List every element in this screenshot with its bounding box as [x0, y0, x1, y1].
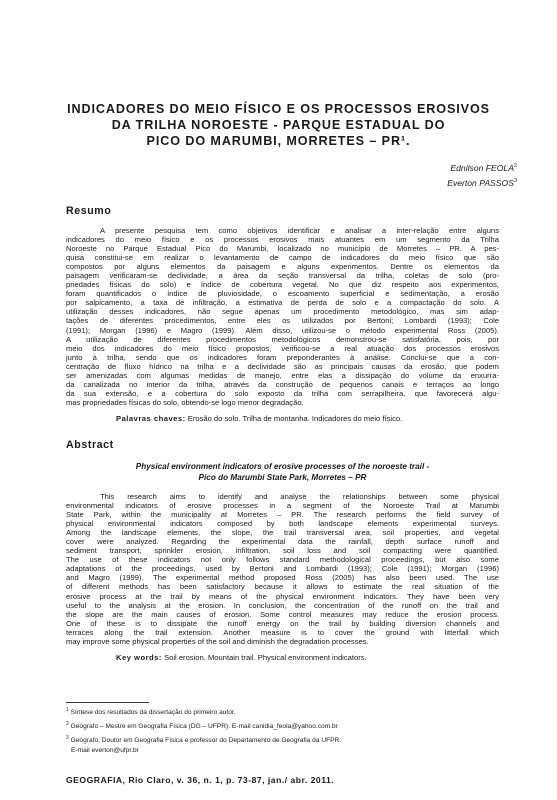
- author-1: [450, 163, 517, 173]
- resumo-line: da sua extensão, e a cobertura do solo exposto da trilha com serrapilheira, que favorecerá algu-: [66, 388, 499, 398]
- resumo-line: meio dos indicadores do meio físico propostos, verificou-se a real atuação dos processos erosivos: [66, 343, 499, 353]
- keywords-text: Soil erosion. Mountain trail. Physical environment indicators.: [164, 653, 367, 662]
- resumo-keywords: [116, 414, 402, 423]
- footnote-1: [66, 706, 499, 718]
- abstract-line: useful to the analysis at the erosion. In conclusion, the concentration of the runoff on the trail and: [66, 600, 499, 610]
- resumo-line: centração de fluxo hídrico na trilha e a declividade são as principais causas da erosão, que podem: [66, 361, 499, 371]
- resumo-line: da canalizada no interior da trilha, através da construção de pequenos canais e terraços ao longo: [66, 379, 499, 389]
- resumo-line: por salpicamento, a taxa de infiltração, a estimativa de perda de solo e a compactação do solo. A: [66, 298, 499, 308]
- abstract-line: environmental indicators of erosive processes in a segment of the Noroeste Trail at Marumbi: [66, 501, 499, 511]
- title-line: INDICADORES DO MEIO FÍSICO E OS PROCESSOS EROSIVOS: [67, 102, 490, 116]
- abstract-line: cover were analyzed. Regarding the experimental data the rainfall, depth surface runoff and: [66, 537, 499, 547]
- resumo-line: compostos por alguns elementos da paisagem e alguns experimentos. Dentre os elementos da: [66, 262, 499, 272]
- abstract-title-line: Pico do Marumbi State Park, Morretes – PR: [198, 473, 367, 482]
- footnote-mark: 2: [66, 721, 69, 727]
- abstract-heading: Abstract: [66, 439, 114, 451]
- resumo-line: utilização desses indicadores, não segue apenas um procedimento metodológico, mas sim adap-: [66, 307, 499, 317]
- resumo-line: (1991); Morgan (1996) e Magro (1999). Além disso, utilizou-se o método experimental Ross (2005).: [66, 325, 499, 335]
- resumo-line: tações de diferentes procedimentos, entre eles os utilizados por Bertoni; Lombardi (1993); Cole: [66, 316, 499, 326]
- author-name: Ednilson FEOLA: [450, 163, 514, 173]
- footnote-text: Síntese dos resultados da dissertação do primeiro autor.: [70, 709, 236, 717]
- author-name: Everton PASSOS: [447, 178, 514, 188]
- abstract-line: physical environmental indicators composed by both landscape elements experimental surveys.: [66, 519, 499, 529]
- abstract-line: State Park, within the municipality at Morretes – PR. The research performs the field survey of: [66, 510, 499, 520]
- resumo-heading: Resumo: [66, 205, 112, 217]
- abstract-line: and Magro (1999). The experimental method proposed Ross (2005) has also been used. The use: [66, 573, 499, 583]
- resumo-line: paisagem verificaram-se declividade, a área da seção transversal da trilha, coletas de solo (pro-: [66, 271, 499, 281]
- keywords-label: Palavras chaves:: [116, 414, 186, 423]
- resumo-line: A utilização de diferentes procedimentos metodológicos demonstrou-se satisfatória, pois, por: [66, 334, 499, 344]
- abstract-line: The use of these indicators not only follows standard methodological proceedings, but also some: [66, 555, 499, 565]
- abstract-line: This research aims to identify and analyse the relationships between some physical: [100, 492, 499, 501]
- abstract-line: erosive process at the trail by means of the physical environment indicators. They have been very: [66, 591, 499, 601]
- abstract-line: may improve some physical properties of the soil and diminish the degradation processes.: [66, 636, 369, 646]
- abstract-title-line: Physical environment indicators of erosive processes of the noroeste trail -: [135, 462, 430, 471]
- footnote-text: E-mail everton@ufpr.br: [71, 746, 139, 754]
- title-line: PICO DO MARUMBI, MORRETES – PR¹.: [146, 134, 411, 148]
- footnote-mark: 3: [66, 735, 69, 741]
- abstract-title: [66, 461, 499, 483]
- keywords-text: Erosão do solo. Trilha de montanha. Indicadores do meio físico.: [187, 414, 403, 423]
- paper-title: [40, 101, 517, 149]
- abstract-line: sediment transport, sprinkler erosion, infiltration, soil loss and soil compacting were quantified.: [66, 546, 499, 556]
- abstract-line: adaptations of the proceedings, used by Bertoni and Lombardi (1993); Cole (1991); Morgan (1996): [66, 564, 499, 574]
- footnote-3: [66, 734, 499, 755]
- abstract-body: [66, 492, 499, 646]
- keywords-label: Key words:: [116, 653, 162, 662]
- title-line: DA TRILHA NOROESTE - PARQUE ESTADUAL DO: [111, 118, 446, 132]
- abstract-line: of different methods has been satisfactory because it allows to estimate the real situation of the: [66, 582, 499, 592]
- author-footnote-mark: 2: [513, 163, 517, 170]
- footnote-text: Geógrafo, Doutor em Geografia Física e professor do Departamento de Geografia da UFPR.: [70, 737, 342, 745]
- abstract-line: Among the landscape elements, the slope, the trail transversal area, soil properties, and vegetal: [66, 528, 499, 538]
- resumo-body: [66, 226, 499, 407]
- author-footnote-mark: 3: [513, 178, 517, 185]
- resumo-line: Noroeste no Parque Estadual Pico do Marumbi, localizado no município de Morretes – PR. A pes-: [66, 244, 499, 254]
- resumo-line: indicadores do meio físico e os processos erosivos mais atuantes em um segmento da Trilha: [66, 235, 499, 245]
- resumo-line: quisa constitui-se em realizar o levantamento de campo de indicadores do meio físico que são: [66, 253, 499, 263]
- abstract-line: terraces along the trail extension. Another measure is to cover the ground with litterfall which: [66, 627, 499, 637]
- footnote-text: Geógrafo – Mestre em Geografia Física (DG – UFPR). E-mail canidia_feola@yahoo.com.br: [70, 723, 338, 731]
- journal-citation: GEOGRAFIA, Rio Claro, v. 36, n. 1, p. 73-87, jan./ abr. 2011.: [66, 775, 335, 785]
- resumo-line: priedades físicas do solo) e índice de cobertura vegetal. No que diz respeito aos experimentos,: [66, 280, 499, 290]
- abstract-keywords: [116, 653, 367, 662]
- footnote-mark: 1: [66, 707, 69, 713]
- footnote-2: [66, 720, 499, 732]
- abstract-line: One of these is to dissipate the runoff energy on the trail by building diversion channels and: [66, 618, 499, 628]
- resumo-line: A presente pesquisa tem como objetivos identificar e analisar a inter-relação entre alguns: [100, 226, 499, 235]
- resumo-line: foram quantificados o índice de pluviosidade, o escoamento superficial e sedimentação, a erosão: [66, 289, 499, 299]
- resumo-line: junto à trilha, sendo que os indicadores foram preponderantes à análise. Conclui-se que a con-: [66, 352, 499, 362]
- resumo-line: ser amenizadas com algumas medidas de manejo, entre elas a dissipação do volume da enxurra-: [66, 370, 499, 380]
- author-2: [447, 178, 517, 188]
- footnote-divider: [66, 702, 149, 703]
- resumo-line: mas propriedades físicas do solo, obtendo-se logo menor degradação.: [66, 397, 304, 407]
- abstract-line: the slope are the main causes of erosion. Some control measures may reduce the erosion process.: [66, 609, 499, 619]
